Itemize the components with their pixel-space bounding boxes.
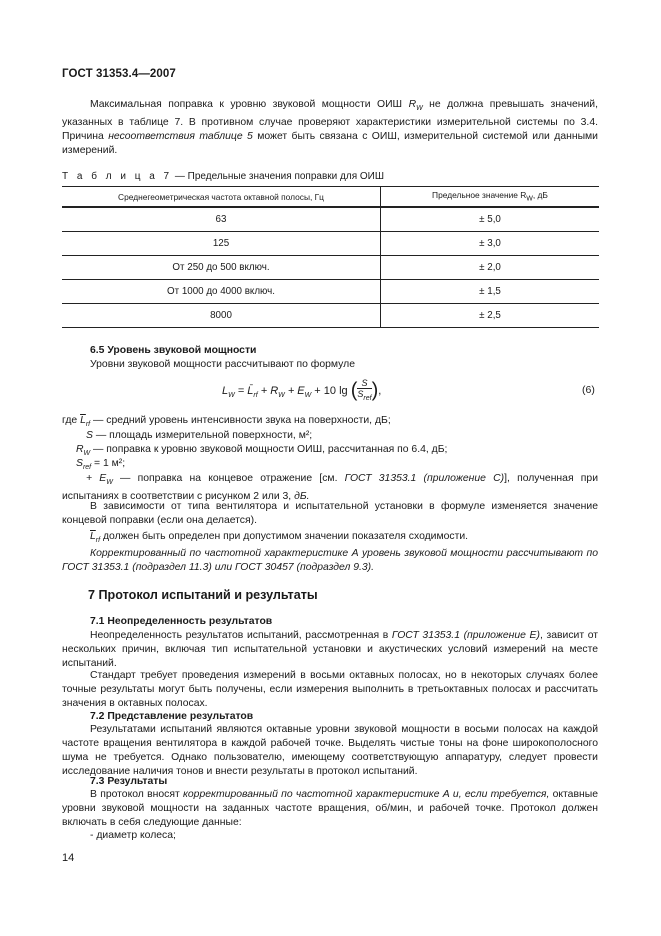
table-row: От 250 до 500 включ. ± 2,0 bbox=[62, 256, 599, 280]
section-7-2-title: 7.2 Представление результатов bbox=[90, 711, 254, 722]
paragraph: $\overline{L}_{rf}$ должен быть определен при допустимом значении показателя сходимости. bbox=[90, 531, 469, 545]
table-row: 63 ± 5,0 bbox=[62, 207, 599, 232]
intro-paragraph: Максимальная поправка к уровню звуковой мощности ОИШ $R_W$ не должна превышать значений, указанных в таблице 7. В противном случае проверяют характеристики измерительной системы по 3.4. Причина несоответствия таблице 5 может быть связана с ОИШ, измерительной системой или данными измерений. bbox=[62, 99, 599, 157]
paragraph: Неопределенность результатов испытаний, рассмотренная в ГОСТ 31353.1 (приложение Е), зависит от нескольких причин, включая тип испытательной установки и акустических условий измерений на месте испытаний. bbox=[62, 630, 599, 669]
table-row: 125 ± 3,0 bbox=[62, 232, 599, 256]
paragraph: Результатами испытаний являются октавные уровни звуковой мощности в восьми полосах на каждой частоте вращения вентилятора в каждой рабочей точке. Выделять чистые тоны на фоне широкополосного шума не требуется. Однако пользователю, имеющему соответствующую аппаратуру, следует провести исследование наличия тонов и внести результаты в протокол испытаний. bbox=[62, 724, 598, 777]
col-header-frequency: Среднегеометрическая частота октавной полосы, Гц bbox=[62, 187, 381, 208]
list-item: - диаметр колеса; bbox=[90, 830, 176, 841]
definition-row-ew: + $E_W$ — поправка на концевое отражение [см. ГОСТ 31353.1 (приложение С)], полученная при испытаниях в соответствии с рисунком 2 или 3, дБ. bbox=[62, 473, 598, 503]
paragraph: Стандарт требует проведения измерений в восьми октавных полосах, но в некоторых случаях более точные результаты могут быть получены, если измерения выполнить в третьоктавных полосах и рассчитать значения в октавных полосах. bbox=[62, 670, 598, 709]
section-7-3-title: 7.3 Результаты bbox=[90, 776, 168, 787]
col-header-limit: Предельное значение $R_W$, дБ bbox=[381, 187, 600, 208]
formula-fraction: $\frac{S}{S_{ref}}$ bbox=[357, 378, 372, 402]
table-caption: Т а б л и ц а 7 — Предельные значения поправки для ОИШ bbox=[62, 171, 385, 182]
rw-symbol: $R_W$ bbox=[408, 99, 423, 113]
equation-number: (6) bbox=[582, 384, 595, 396]
definition-row: $R_W$ — поправка к уровню звуковой мощности ОИШ, рассчитанная по 6.4, дБ; bbox=[76, 444, 448, 458]
section-7-title: 7 Протокол испытаний и результаты bbox=[88, 588, 318, 602]
table-row: От 1000 до 4000 включ. ± 1,5 bbox=[62, 280, 599, 304]
section-6-5-title: 6.5 Уровень звуковой мощности bbox=[90, 345, 257, 356]
section-7-1-title: 7.1 Неопределенность результатов bbox=[90, 616, 273, 627]
table-row: 8000 ± 2,5 bbox=[62, 304, 599, 328]
definition-row: где $\overline{L}_{rf}$ — средний уровень интенсивности звука на поверхности, дБ; bbox=[62, 415, 391, 429]
definition-row: S — площадь измерительной поверхности, м²; bbox=[86, 430, 313, 441]
page-number: 14 bbox=[62, 852, 75, 864]
definition-row: $S_{ref} = 1$ м²; bbox=[76, 458, 126, 472]
formula-6: $L_W$ = $L̄_{rf} + R_W + E_W + 10$ lg ( $\frac{S}{S_{ref}}$ ), bbox=[222, 378, 382, 402]
paragraph: В протокол вносят корректированный по частотной характеристике А и, если требуется, октавные уровни звуковой мощности на заданных частоте вращения, об/мин, и рабочей точке. Протокол должен включать в себя следующие данные: bbox=[62, 789, 598, 828]
formula-lead: Уровни звуковой мощности рассчитывают по формуле bbox=[90, 359, 355, 370]
paragraph: Корректированный по частотной характеристике А уровень звуковой мощности рассчитывают по ГОСТ 31353.1 (подраздел 11.3) или ГОСТ 30457 (подраздел 9.3). bbox=[62, 548, 598, 573]
document-header: ГОСТ 31353.4—2007 bbox=[62, 68, 176, 80]
table-header-row bbox=[62, 187, 599, 208]
paragraph: В зависимости от типа вентилятора и испытательной установки в формуле изменяется значение концевой поправки (если она делается). bbox=[62, 501, 598, 526]
limits-table bbox=[62, 186, 599, 328]
